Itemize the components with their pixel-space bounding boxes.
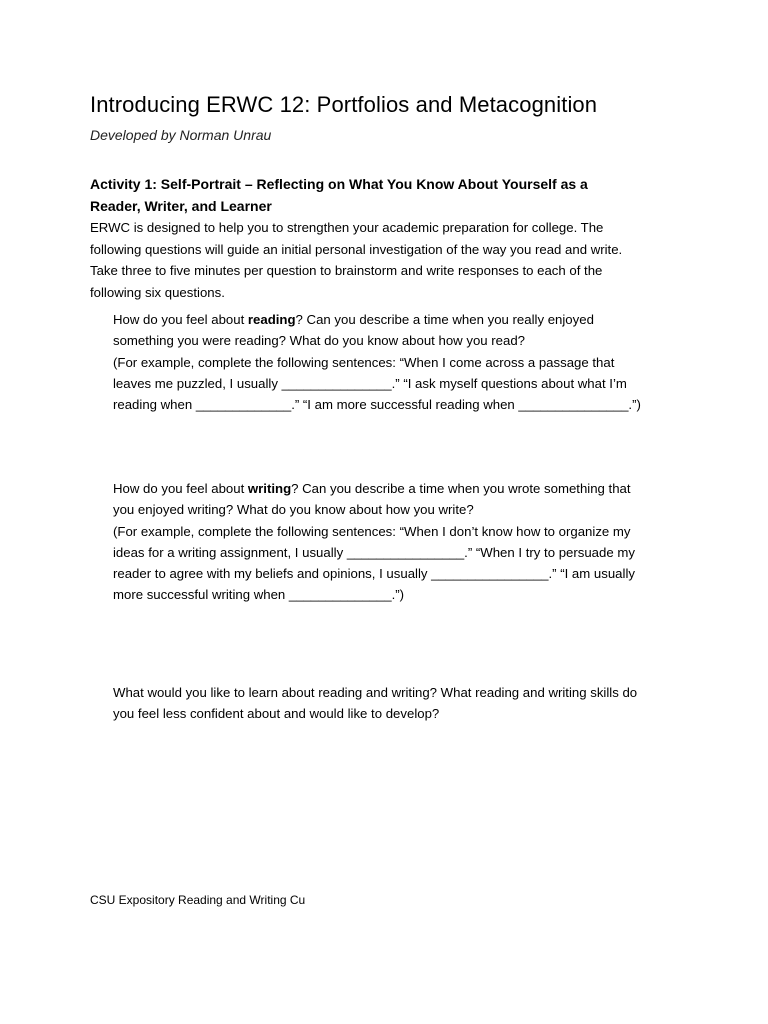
question-text: How do you feel about [113, 312, 248, 327]
question-reading-line-2: something you were reading? What do you know about how you read? [113, 333, 525, 349]
question-writing [113, 478, 673, 606]
question-reading-line-5: reading when _____________.” “I am more successful reading when _______________.”) [113, 397, 641, 413]
question-learning-goals-line-1: What would you like to learn about reading and writing? What reading and writing skills do [113, 685, 638, 700]
question-reading [113, 309, 673, 415]
question-learning-goals [113, 682, 673, 725]
question-text: ? Can you describe a time when you wrote something that [291, 481, 631, 496]
page-footer: CSU Expository Reading and Writing Cu [90, 893, 306, 907]
question-writing-line-3: (For example, complete the following sentences: “When I don’t know how to organize my [113, 523, 631, 539]
question-text: How do you feel about [113, 481, 248, 496]
intro-paragraph [90, 217, 690, 303]
intro-line: following six questions. [90, 284, 225, 300]
question-reading-line-1 [113, 309, 673, 330]
activity-heading-line-2: Reader, Writer, and Learner [90, 198, 272, 214]
question-keyword-reading: reading [247, 312, 296, 327]
intro-line: Take three to five minutes per question to brainstorm and write responses to each of the [90, 263, 603, 278]
question-text: ? Can you describe a time when you really enjoyed [295, 312, 594, 327]
question-reading-line-4: leaves me puzzled, I usually _______________.” “I ask myself questions about what I’m [113, 375, 627, 391]
intro-line: following questions will guide an initial personal investigation of the way you read and write. [90, 241, 623, 257]
intro-line: ERWC is designed to help you to strengthen your academic preparation for college. The [90, 220, 604, 235]
question-writing-line-1 [113, 478, 673, 499]
question-writing-line-2: you enjoyed writing? What do you know about how you write? [113, 502, 474, 518]
question-learning-goals-line-2: you feel less confident about and would like to develop? [113, 706, 440, 722]
question-writing-line-5: reader to agree with my beliefs and opinions, I usually ________________.” “I am usually [113, 566, 635, 582]
question-writing-line-4: ideas for a writing assignment, I usually ________________.” “When I try to persuade my [113, 544, 635, 560]
document-title: Introducing ERWC 12: Portfolios and Metacognition [90, 92, 598, 117]
question-keyword-writing: writing [247, 481, 292, 496]
question-writing-line-6: more successful writing when ______________.”) [113, 587, 405, 603]
document-subtitle: Developed by Norman Unrau [90, 127, 272, 143]
activity-heading-line-1: Activity 1: Self-Portrait – Reflecting on What You Know About Yourself as a [90, 176, 588, 192]
question-reading-line-3: (For example, complete the following sentences: “When I come across a passage that [113, 354, 615, 370]
activity-heading [90, 173, 690, 217]
